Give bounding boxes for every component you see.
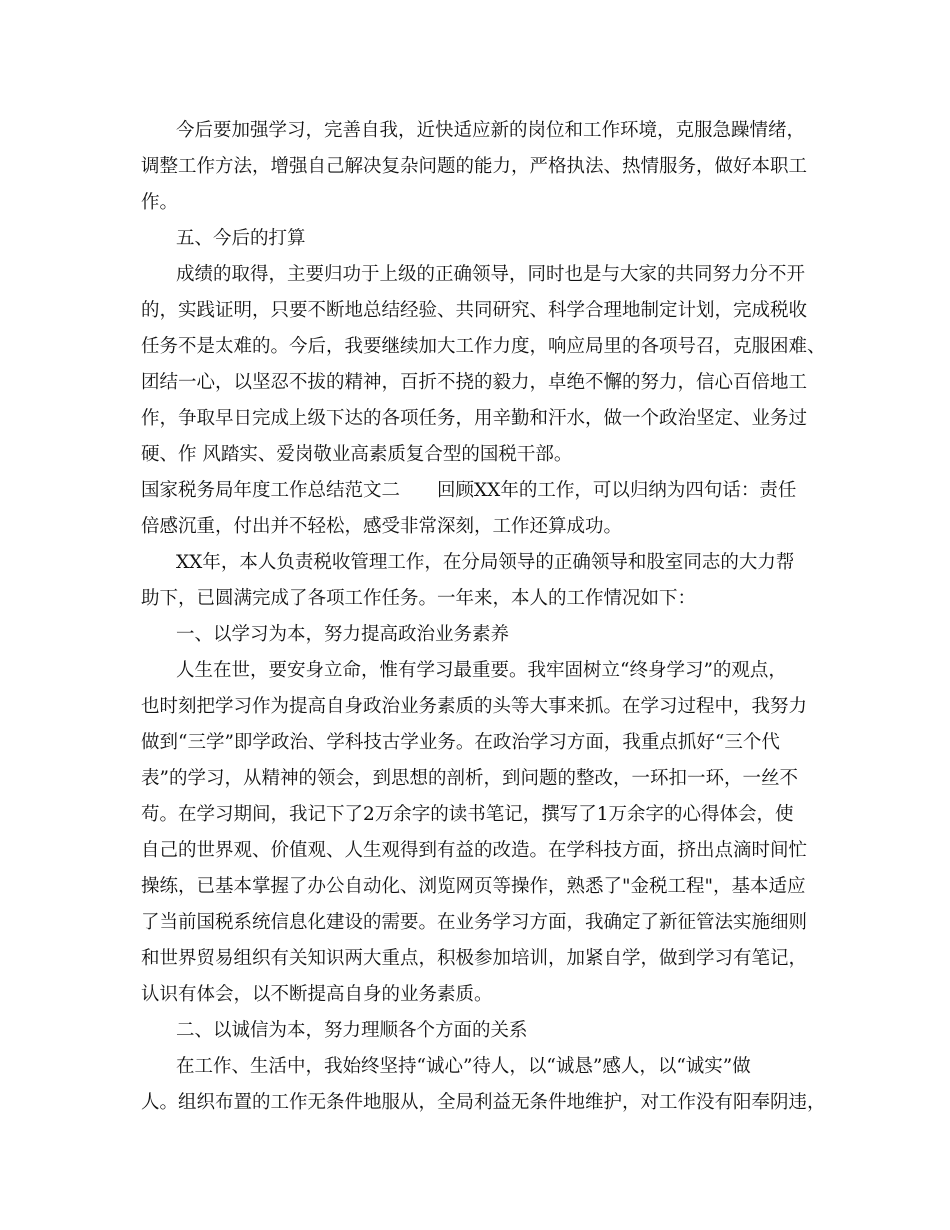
text-line: 认识有体会，以不断提高自身的业务素质。 (141, 984, 493, 1005)
section-heading: 五、今后的打算 (176, 228, 306, 249)
section-heading: 二、以诚信为本，努力理顺各个方面的关系 (176, 1020, 528, 1041)
text-line: 国家税务局年度工作总结范文二 回顾XX年的工作，可以归纳为四句话：责任 (141, 480, 797, 501)
section-heading: 一、以学习为本，努力提高政治业务素养 (176, 624, 510, 645)
text-line: 作，争取早日完成上级下达的各项任务，用辛勤和汗水，做一个政治坚定、业务过 (141, 408, 808, 429)
text-line: 硬、作 风踏实、爱岗敬业高素质复合型的国税干部。 (141, 444, 573, 465)
text-line: 表”的学习，从精神的领会，到思想的剖析，到问题的整改，一环扣一环，一丝不 (141, 768, 798, 789)
text-line: 人生在世，要安身立命，惟有学习最重要。我牢固树立“终身学习”的观点， (176, 660, 787, 681)
text-line: 倍感沉重，付出并不轻松，感受非常深刻，工作还算成功。 (141, 516, 623, 537)
text-line: 调整工作方法，增强自己解决复杂问题的能力，严格执法、热情服务，做好本职工 (141, 156, 808, 177)
text-line: 做到“三学”即学政治、学科技古学业务。在政治学习方面，我重点抓好“三个代 (141, 732, 780, 753)
text-line: 在工作、生活中，我始终坚持“诚心”待人，以“诚恳”感人，以“诚实”做 (176, 1056, 751, 1077)
text-line: 任务不是太难的。今后，我要继续加大工作力度，响应局里的各项号召，克服困难、 (141, 336, 826, 357)
text-line: 的，实践证明，只要不断地总结经验、共同研究、科学合理地制定计划，完成税收 (141, 300, 808, 321)
text-line: 和世界贸易组织有关知识两大重点，积极参加培训，加紧自学，做到学习有笔记， (141, 948, 808, 969)
text-line: XX年，本人负责税收管理工作，在分局领导的正确领导和股室同志的大力帮 (176, 552, 795, 573)
text-line: 操练，已基本掌握了办公自动化、浏览网页等操作，熟悉了"金税工程"，基本适应 (141, 876, 806, 897)
text-line: 人。组织布置的工作无条件地服从，全局利益无条件地维护，对工作没有阳奉阴违， (141, 1092, 826, 1113)
text-line: 团结一心，以坚忍不拔的精神，百折不挠的毅力，卓绝不懈的努力，信心百倍地工 (141, 372, 808, 393)
text-line: 今后要加强学习，完善自我，近快适应新的岗位和工作环境，克服急躁情绪， (176, 120, 806, 141)
text-line: 也时刻把学习作为提高自身政治业务素质的头等大事来抓。在学习过程中，我努力 (141, 696, 808, 717)
text-line: 了当前国税系统信息化建设的需要。在业务学习方面，我确定了新征管法实施细则 (141, 912, 808, 933)
text-line: 成绩的取得，主要归功于上级的正确领导，同时也是与大家的共同努力分不开 (176, 264, 806, 285)
text-line: 苟。在学习期间，我记下了2万余字的读书笔记，撰写了1万余字的心得体会，使 (141, 804, 794, 825)
text-line: 自己的世界观、价值观、人生观得到有益的改造。在学科技方面，挤出点滴时间忙 (141, 840, 808, 861)
text-line: 作。 (141, 192, 179, 213)
text-line: 助下，已圆满完成了各项工作任务。一年来，本人的工作情况如下： (141, 588, 697, 609)
